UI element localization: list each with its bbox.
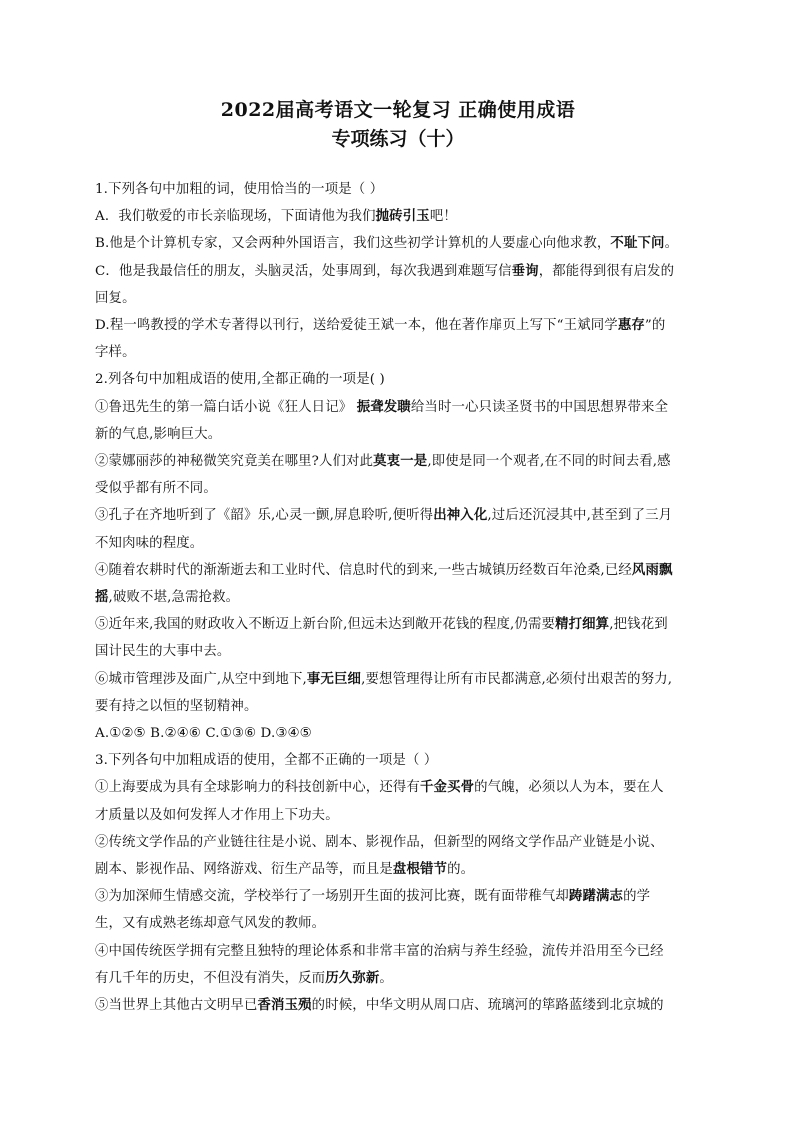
text-line (95, 666, 701, 693)
text-line (95, 693, 701, 720)
text-line (95, 312, 701, 339)
text-segment: ,要想管理得让所有市民都满意,必须付出艰苦的努力, (361, 671, 673, 687)
text-segment: 生，又有成熟老练却意气风发的教师。 (95, 916, 326, 932)
text-segment: A.①②⑤ B.②④⑥ C.①③⑥ D.③④⑤ (95, 726, 312, 742)
text-line (95, 285, 701, 312)
bold-idiom: 事无巨细 (306, 670, 362, 687)
text-segment: ③孔子在齐地听到了《韶》乐,心灵一颤,屏息聆听,便听得 (95, 508, 434, 524)
text-segment: 3.下列各句中加粗成语的使用，全都不正确的一项是（ ） (95, 753, 438, 769)
text-line (95, 366, 701, 393)
text-segment: 不知肉味的程度。 (95, 535, 204, 551)
text-line (95, 802, 701, 829)
bold-idiom: 出神入化 (433, 507, 488, 524)
text-segment: A．我们敬爱的市长亲临现场，下面请他为我们 (95, 209, 376, 225)
bold-idiom: 历久弥新 (325, 969, 380, 986)
text-segment: 受似乎都有所不同。 (95, 481, 217, 497)
document-title: 2022届高考语文一轮复习 正确使用成语 (220, 99, 576, 121)
text-segment: ,破败不堪,急需抢救。 (108, 590, 240, 606)
text-segment: ⑤当世界上其他古文明早已 (95, 998, 258, 1014)
text-segment: ④随着农耕时代的渐渐逝去和工业时代、信息时代的到来,一些古城镇历经数百年沧桑,已经 (95, 562, 632, 578)
text-segment: 。 (664, 236, 679, 252)
text-segment: 的学 (623, 889, 651, 905)
text-segment: B.他是个计算机专家，又会两种外国语言，我们这些初学计算机的人要虚心向他求教， (95, 236, 611, 252)
document-body (95, 176, 701, 1019)
text-segment: 2.列各句中加粗成语的使用,全都正确的一项是( ) (95, 372, 385, 388)
text-line (95, 339, 701, 366)
bold-idiom: 精打细算 (555, 616, 610, 633)
text-segment: ②传统文学作品的产业链往往是小说、剧本、影视作品，但新型的网络文学作品产业链是小说、 (95, 834, 664, 850)
text-segment: ”的 (644, 318, 666, 334)
text-line (95, 611, 701, 638)
text-segment: 的气魄，必须以人为本，要在人 (474, 780, 664, 796)
text-segment: 有几千年的历史，不但没有消失，反而 (95, 970, 326, 986)
bold-idiom: 抛砖引玉 (375, 208, 430, 225)
text-segment: ①上海要成为具有全球影响力的科技创新中心，还得有 (95, 780, 420, 796)
text-line (95, 992, 701, 1019)
text-line (95, 938, 701, 965)
text-line (95, 203, 701, 230)
text-segment: 剧本、影视作品、网络游戏、衍生产品等，而且是 (95, 862, 393, 878)
text-segment: 给当时一心只读圣贤书的中国思想界带来全 (410, 399, 669, 415)
text-segment: 字样。 (95, 345, 136, 361)
text-line (95, 829, 701, 856)
text-segment: 要有持之以恒的坚韧精神。 (95, 698, 258, 714)
text-segment: 的。 (447, 862, 475, 878)
text-line (95, 530, 701, 557)
text-segment: ④中国传统医学拥有完整且独特的理论体系和非常丰富的治病与养生经验，流传并沿用至今已经 (95, 943, 664, 959)
text-segment: ,过后还沉浸其中,甚至到了三月 (487, 508, 673, 524)
text-line (95, 883, 701, 910)
text-line (95, 230, 701, 257)
text-segment: 国计民生的大事中去。 (95, 644, 231, 660)
text-line (95, 584, 701, 611)
text-segment: 吧！ (429, 209, 457, 225)
text-line (95, 258, 701, 285)
text-segment: ⑤近年来,我国的财政收入不断迈上新台阶,但远未达到敞开花钱的程度,仍需要 (95, 617, 556, 633)
text-line (95, 774, 701, 801)
text-segment: D.程一鸣教授的学术专著得以刊行，送给爱徒王斌一本，他在著作扉页上写下“王斌同学 (95, 318, 618, 334)
text-line (95, 176, 701, 203)
text-line (95, 720, 701, 747)
text-segment: 回复。 (95, 290, 136, 306)
text-segment: ③为加深师生情感交流，学校举行了一场别开生面的拔河比赛，既有面带稚气却 (95, 889, 569, 905)
bold-idiom: 惠存 (617, 317, 645, 334)
text-segment: 1.下列各句中加粗的词，使用恰当的一项是（ ） (95, 182, 384, 197)
text-line (95, 475, 701, 502)
text-line (95, 502, 701, 529)
text-line (95, 448, 701, 475)
text-segment: ⑥城市管理涉及面广,从空中到地下, (95, 671, 307, 687)
text-segment: 。 (379, 970, 393, 986)
bold-idiom: 振聋发聩 (356, 398, 411, 415)
text-segment: 的时候，中华文明从周口店、琉璃河的筚路蓝缕到北京城的 (311, 998, 664, 1014)
text-segment: ,即使是同一个观者,在不同的时间去看,感 (427, 454, 671, 470)
text-segment: 才质量以及如何发挥人才作用上下功夫。 (95, 807, 339, 823)
text-segment: ①鲁迅先生的第一篇白话小说《狂人日记》 (95, 399, 357, 415)
text-line (95, 856, 701, 883)
bold-idiom: 风雨飘 (631, 561, 673, 578)
text-line (95, 638, 701, 665)
text-line (95, 557, 701, 584)
text-line (95, 910, 701, 937)
document-subtitle: 专项练习（十） (331, 128, 465, 150)
text-segment: C．他是我最信任的朋友，头脑灵活，处事周到，每次我遇到难题写信 (95, 263, 512, 279)
text-segment: ②蒙娜丽莎的神秘微笑究竟美在哪里?人们对此 (95, 454, 374, 470)
text-segment: 新的气息,影响巨大。 (95, 426, 222, 442)
bold-idiom: 千金买骨 (419, 779, 475, 796)
text-line (95, 747, 701, 774)
bold-idiom: 莫衷一是 (373, 453, 428, 470)
text-line (95, 965, 701, 992)
bold-idiom: 不耻下问 (610, 235, 665, 252)
bold-idiom: 摇 (95, 589, 109, 606)
text-line (95, 394, 701, 421)
bold-idiom: 踌躇满志 (568, 888, 624, 905)
text-segment: ,把钱花到 (609, 617, 668, 633)
bold-idiom: 香消玉殒 (257, 997, 312, 1014)
text-segment: ，都能得到很有启发的 (538, 263, 675, 279)
text-line (95, 421, 701, 448)
bold-idiom: 垂询 (511, 262, 539, 279)
document-page (95, 96, 701, 1019)
bold-idiom: 盘根错节 (392, 861, 448, 878)
